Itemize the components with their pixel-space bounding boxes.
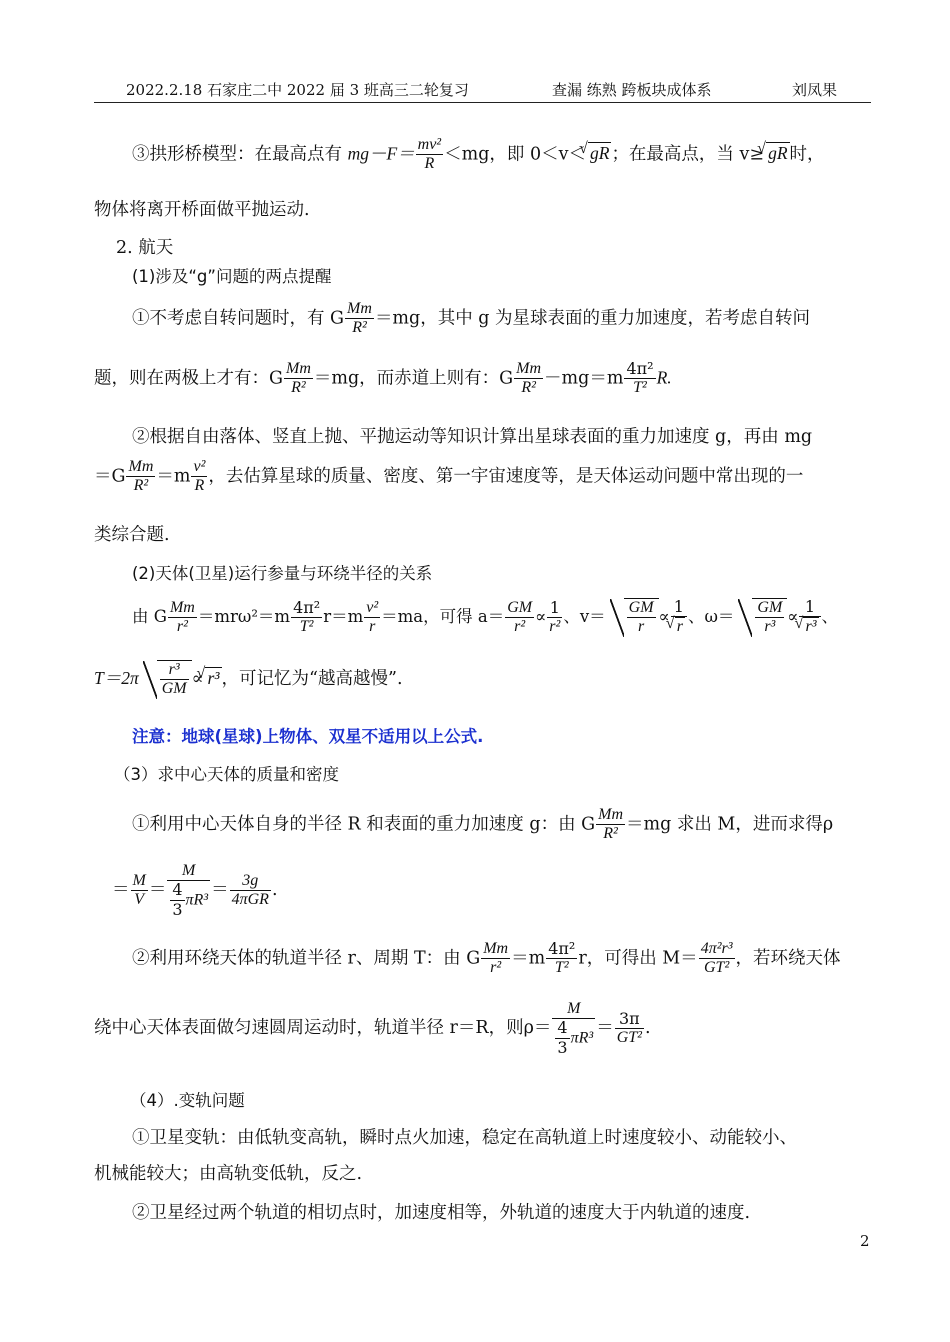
note: 注意：地球(星球)上物体、双星不适用以上公式. — [132, 727, 484, 746]
para-freefall-3: 类综合题. — [94, 525, 170, 545]
header-mid: 查漏 练熟 跨板块成体系 — [552, 81, 712, 99]
heading-orbit: （4）.变轨问题 — [130, 1091, 245, 1110]
para-orbit-2: ②卫星经过两个轨道的相切点时，加速度相等，外轨道的速度大于内轨道的速度. — [132, 1203, 751, 1223]
para-mass-2: ②利用环绕天体的轨道半径 r、周期 T：由 G $\frac{Mm}{\text{r²}}$ ＝m $\frac{\text{4π²}}{\text{T²}}$ r，可得出 M＝ $\frac{\text{4π²r³}}{\text{GT²}}$ ，若环绕天体 — [132, 939, 841, 977]
heading-space: 2. 航天 — [116, 238, 174, 258]
header-left: 2022.2.18 石家庄二中 2022 届 3 班高三二轮复习 — [126, 81, 469, 99]
para-rotation: ①不考虑自转问题时，有 G $\frac{Mm}{\text{R²}}$ ＝mg，其中 g 为星球表面的重力加速度，若考虑自转问 — [132, 300, 811, 337]
page-number: 2 — [860, 1232, 870, 1250]
para-freefall: ②根据自由落体、竖直上抛、平抛运动等知识计算出星球表面的重力加速度 g，再由 mg — [132, 427, 813, 447]
para-mass-2b: 绕中心天体表面做匀速圆周运动时，轨道半径 r＝R，则ρ＝ M $\frac{4}{3}$ πR³ ＝ $\frac{3\pi}{\text{GT²}}$ . — [94, 1000, 651, 1057]
para-rotation-2: 题，则在两极上才有：G $\frac{Mm}{\text{R²}}$ ＝mg，而赤道上则有：G $\frac{Mm}{\text{R²}}$ －mg＝m $\frac{\text{4π²}}{\text{T²}}$ R. — [94, 359, 672, 397]
para-mass-1b: ＝ $\frac{M}{V}$ ＝ M $\frac{4}{3}$ πR³ ＝ 3g 4πGR . — [112, 862, 278, 919]
para-arch-bridge: ③拱形桥模型：在最高点有 mg－F＝ $\frac{\text{mv²}}{R}$ ＜mg，即 0＜v＜√ gR ；在最高点，当 v≥√ gR 时， — [132, 136, 825, 174]
para-mass-1: ①利用中心天体自身的半径 R 和表面的重力加速度 g：由 G $\frac{Mm}{\text{R²}}$ ＝mg 求出 M，进而求得ρ — [132, 806, 834, 843]
header-right: 刘凤果 — [792, 81, 838, 99]
heading-params: (2)天体(卫星)运行参量与环绕半径的关系 — [132, 564, 433, 583]
para-arch-bridge-2: 物体将离开桥面做平抛运动. — [94, 200, 310, 220]
heading-g: (1)涉及“g”问题的两点提醒 — [132, 267, 332, 286]
para-orbit-1: ①卫星变轨：由低轨变高轨，瞬时点火加速，稳定在高轨道上时速度较小、动能较小、 — [132, 1128, 797, 1148]
para-orbit-1b: 机械能较大；由高轨变低轨，反之. — [94, 1164, 363, 1184]
para-freefall-2: ＝G $\frac{Mm}{\text{R²}}$ ＝m $\frac{\text{v²}}{R}$ ，去估算星球的质量、密度、第一宇宙速度等，是天体运动问题中常出现的一 — [94, 458, 804, 495]
para-params: 由 G $\frac{Mm}{\text{r²}}$ ＝mrω²＝m $\frac{\text{4π²}}{\text{T²}}$ r＝m $\frac{\text{v²}}{r}$ ＝ma，可得 a＝ $\frac{GM}{\text{r²}}$ ∝ $\frac{1}{\text{r²}}$ 、v＝ $\frac{GM}{r}$ ∝ 1 √ r 、ω＝ $\frac{GM}{\text{r³}}$ ∝ 1 √ r³ 、 — [132, 598, 838, 637]
heading-mass: （3）求中心天体的质量和密度 — [114, 765, 339, 784]
para-params-2: T＝2π $\frac{\text{r³}}{GM}$ ∝√ r³ ，可记忆为“越高越慢”. — [94, 660, 403, 699]
page-header — [94, 76, 871, 103]
